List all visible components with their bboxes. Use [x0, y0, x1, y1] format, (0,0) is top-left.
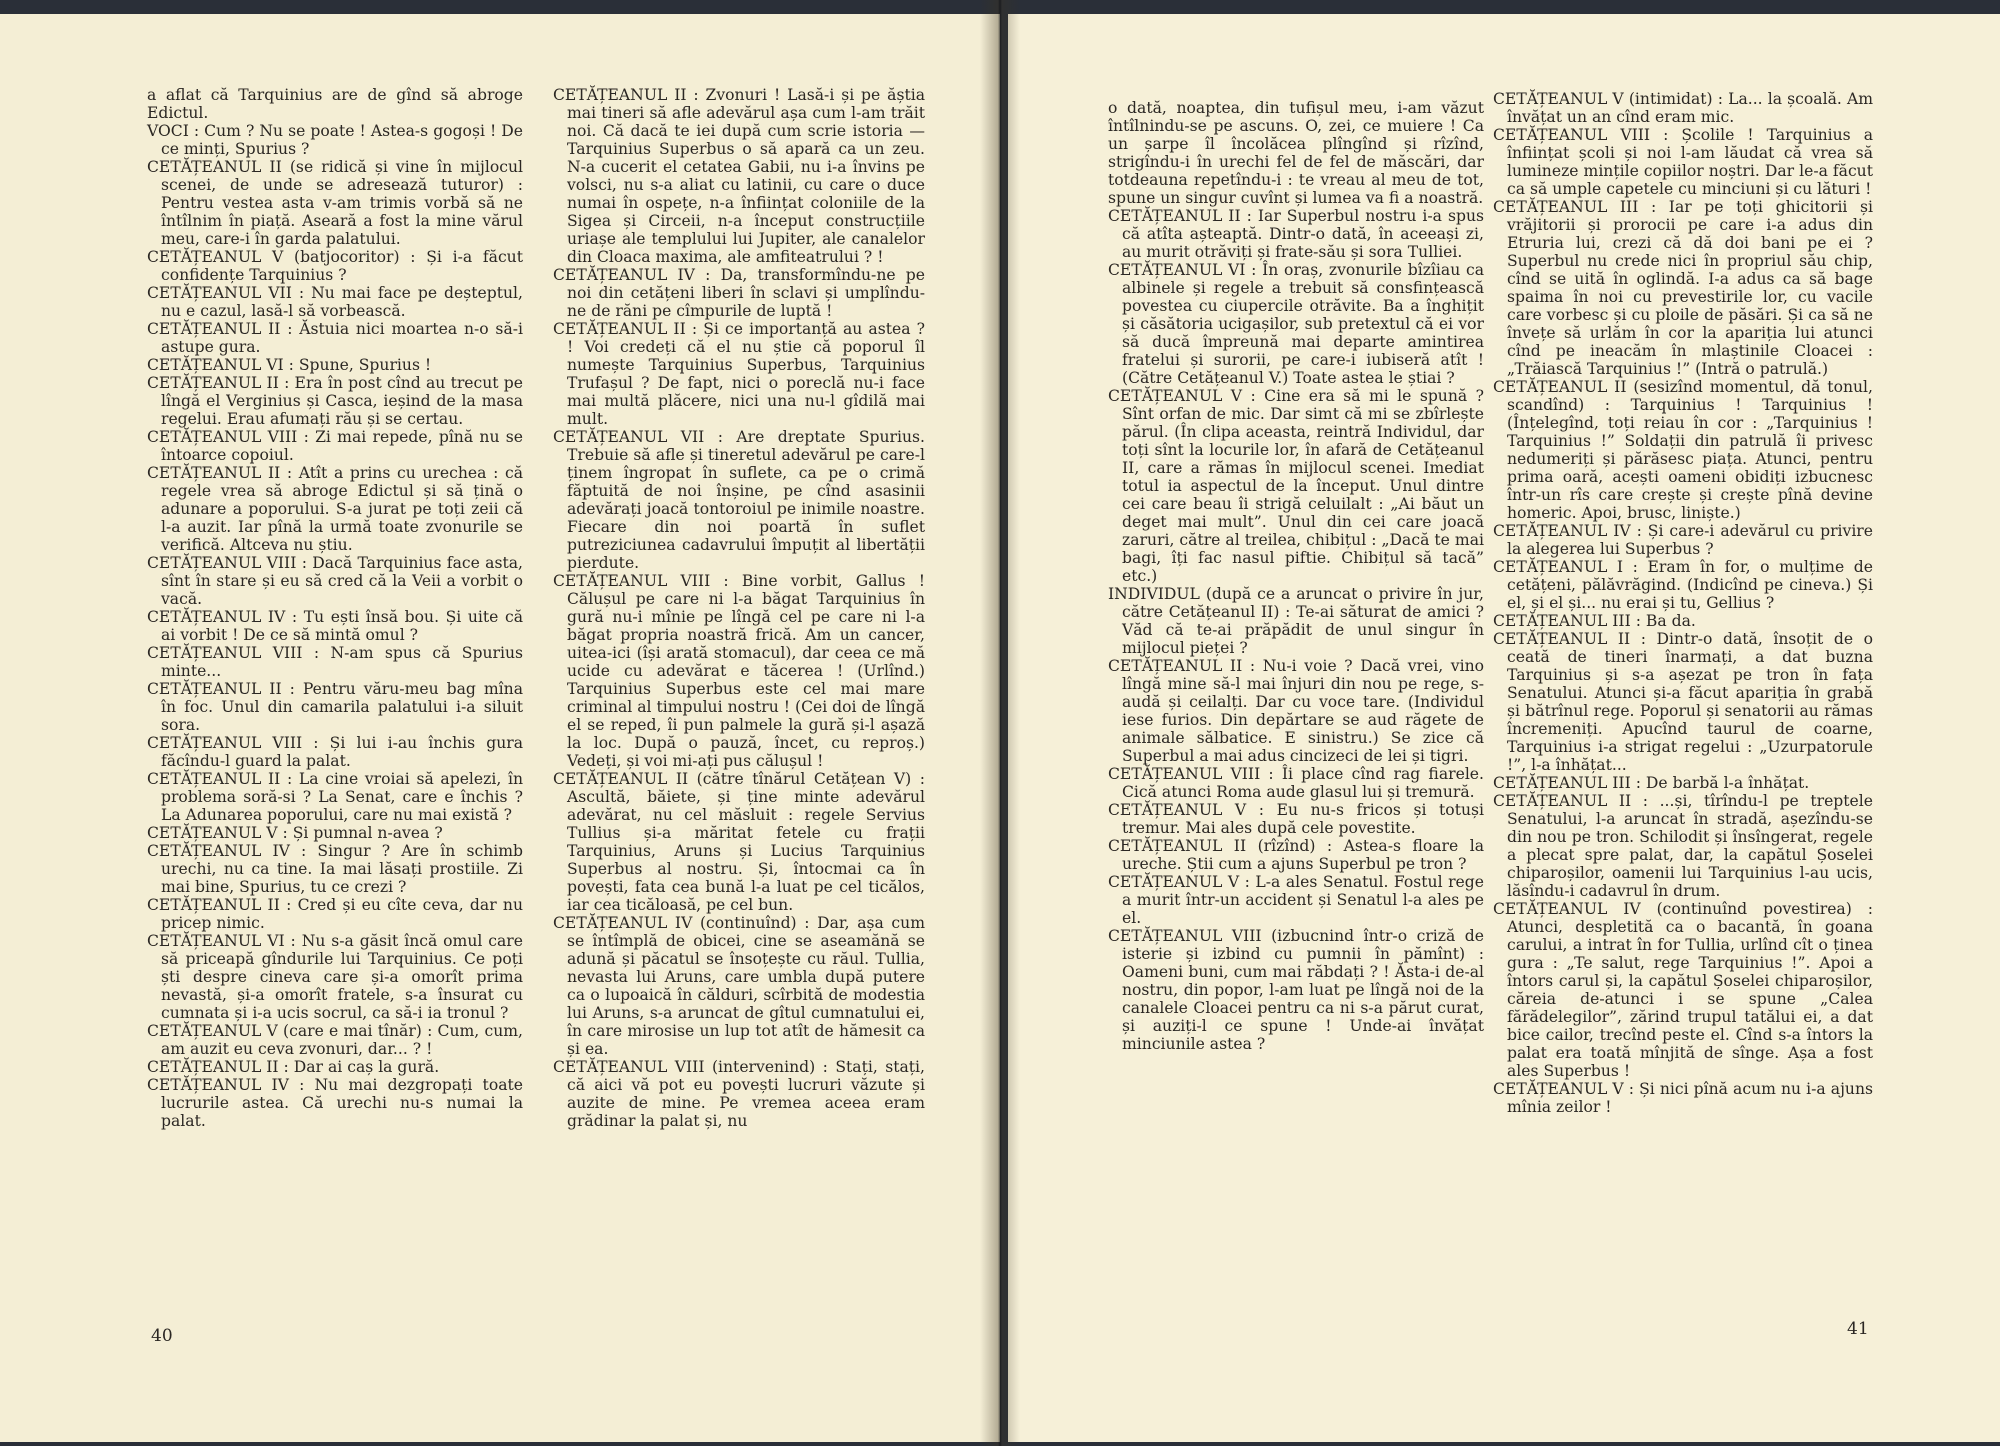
page-number-right: 41: [1847, 1319, 1869, 1339]
paragraph: CETĂȚEANUL VIII : Dacă Tarquinius face asta, sînt în stare și eu să cred că la Veii a vorbit o vacă.: [147, 554, 523, 608]
paragraph: CETĂȚEANUL III : Ba da.: [1493, 612, 1696, 630]
paragraph: CETĂȚEANUL II : ...și, tîrîndu-l pe treptele Senatului, l-a aruncat în stradă, așezîndu-se din nou pe tron. Schilodit și însîngerat, regele a plecat spre palat, dar, la capătul Șoselei chiparoșilor, oamenii lui Tarquinius l-au ucis, lăsîndu-i cadavrul în drum.: [1493, 792, 1873, 900]
paragraph: CETĂȚEANUL IV : Și care-i adevărul cu privire la alegerea lui Superbus ?: [1493, 522, 1873, 558]
right-column-1: [1108, 99, 1484, 1053]
paragraph: a aflat că Tarquinius are de gînd să abroge Edictul.: [147, 86, 523, 122]
paragraph: CETĂȚEANUL II : Dintr-o dată, însoțit de o ceată de tineri înarmați, a dat buzna Tarquinius și s-a așezat pe tron în fața Senatului. Atunci și-a făcut apariția în grabă și bătrînul rege. Poporul și senatorii au rămas încremeniți. Apucînd taurul de coarne, Tarquinius i-a strigat regelui : „Uzurpatorule !”, l-a înhățat...: [1493, 630, 1873, 774]
paragraph: CETĂȚEANUL VI : Nu s-a găsit încă omul care să priceapă gîndurile lui Tarquinius. Ce poți ști despre cineva care și-a omorît prima nevastă, și-a omorît fratele, s-a însurat cu cumnata și i-a ucis socrul, ca să-i ia tronul ?: [147, 932, 523, 1022]
paragraph: CETĂȚEANUL II : Zvonuri ! Lasă-i și pe ăștia mai tineri să afle adevărul așa cum l-am trăit noi. Că dacă te iei după cum scrie istoria — Tarquinius Superbus o să apară ca un zeu. N-a cucerit el cetatea Gabii, nu i-a învins pe volsci, nu s-a aliat cu latinii, cu care o duce numai în ospețe, n-a înființat coloniile de la Sigea și Circeii, n-a început construcțiile uriașe ale templului lui Jupiter, ale canalelor din Cloaca maxima, ale amfiteatrului ? !: [553, 86, 925, 266]
paragraph: CETĂȚEANUL II : Era în post cînd au trecut pe lîngă el Verginius și Casca, ieșind de la masa regelui. Erau afumați rău și se certau.: [147, 374, 523, 428]
paragraph: VOCI : Cum ? Nu se poate ! Astea-s gogoși ! De ce minți, Spurius ?: [147, 122, 523, 158]
paragraph: CETĂȚEANUL II (rîzînd) : Astea-s floare la ureche. Știi cum a ajuns Superbul pe tron ?: [1108, 837, 1484, 873]
paragraph: CETĂȚEANUL II (se ridică și vine în mijlocul scenei, de unde se adresează tuturor) : Pentru vestea asta v-am trimis vorbă să ne întîlnim în piață. Aseară a fost la mine vărul meu, care-i în garda palatului.: [147, 158, 523, 248]
paragraph: CETĂȚEANUL II (către tînărul Cetățean V) : Ascultă, băiete, și ține minte adevărul adevărat, nu cel măsluit : regele Servius Tullius și-a măritat fetele cu frații Tarquinius, Aruns și Lucius Tarquinius Superbus al nostru. Și, întocmai ca în povești, fata cea bună l-a luat pe cel ticălos, iar cea ticăloasă, pe cel bun.: [553, 770, 925, 914]
paragraph: CETĂȚEANUL VII : Nu mai face pe deșteptul, nu e cazul, lasă-l să vorbească.: [147, 284, 523, 320]
paragraph: CETĂȚEANUL VIII : Școlile ! Tarquinius a înființat școli și noi l-am lăudat că vrea să lumineze mințile copiilor noștri. Dar le-a făcut ca să umple capetele cu minciuni și cu lături !: [1493, 126, 1873, 198]
paragraph: CETĂȚEANUL II : La cine vroiai să apelezi, în problema soră-si ? La Senat, care e închis ? La Adunarea poporului, care nu mai există ?: [147, 770, 523, 824]
paragraph: CETĂȚEANUL III : Iar pe toți ghicitorii și vrăjitorii și prorocii pe care i-a adus din Etruria lui, crezi că dă doi bani pe ei ? Superbul nu crede nici în propriul său chip, cînd se uită în oglindă. I-a adus ca să bage spaima în noi cu prevestirile lor, cu vacile care vorbesc și cu ploile de păsări. Și ca să ne învețe să urlăm în cor la apariția lui atunci cînd pe ineacăm în mlaștinile Cloacei : „Trăiască Tarquinius !” (Intră o patrulă.): [1493, 198, 1873, 378]
book-spine-gutter: [980, 0, 1020, 1446]
left-column-2: [553, 86, 925, 1130]
right-column-2: [1493, 90, 1873, 1116]
paragraph: CETĂȚEANUL I : Eram în for, o mulțime de cetățeni, pălăvrăgind. (Indicînd pe cineva.) Și el, și el și... nu erai și tu, Gellius ?: [1493, 558, 1873, 612]
paragraph: CETĂȚEANUL VIII : Zi mai repede, pînă nu se întoarce copoiul.: [147, 428, 523, 464]
paragraph: CETĂȚEANUL II : Ăstuia nici moartea n-o să-i astupe gura.: [147, 320, 523, 356]
paragraph: CETĂȚEANUL II : Iar Superbul nostru i-a spus că atîta așteaptă. Dintr-o dată, în aceeași zi, au murit otrăviți și frate-său și sora Tulliei.: [1108, 207, 1484, 261]
paragraph: CETĂȚEANUL II : Și ce importanță au astea ? ! Voi credeți că el nu știe că poporul îl numește Tarquinius Superbus, Tarquinius Trufașul ? De fapt, nici o poreclă nu-i face mai multă plăcere, nici una nu-l gîdilă mai mult.: [553, 320, 925, 428]
paragraph: CETĂȚEANUL IV : Nu mai dezgropați toate lucrurile astea. Că urechi nu-s numai la palat.: [147, 1076, 523, 1130]
paragraph: CETĂȚEANUL II : Dar ai caș la gură.: [147, 1058, 440, 1076]
paragraph: CETĂȚEANUL VII : Are dreptate Spurius. Trebuie să afle și tineretul adevărul pe care-l ținem îngropat în suflete, ca pe o crimă făptuită de noi înșine, pe cînd asasinii adevărați joacă tontoroiul pe inimile noastre. Fiecare din noi poartă în suflet putreziciunea cadavrului împuțit al libertății pierdute.: [553, 428, 925, 572]
paragraph: CETĂȚEANUL VIII (intervenind) : Stați, stați, că aici vă pot eu povești lucruri văzute și auzite de mine. Pe vremea aceea eram grădinar la palat și, nu: [553, 1058, 925, 1130]
paragraph: CETĂȚEANUL V (intimidat) : La... la școală. Am învățat un an cînd eram mic.: [1493, 90, 1873, 126]
paragraph: CETĂȚEANUL VIII : N-am spus că Spurius minte...: [147, 644, 523, 680]
paragraph: CETĂȚEANUL V : L-a ales Senatul. Fostul rege a murit într-un accident și Senatul l-a ales pe el.: [1108, 873, 1484, 927]
page-number-left: 40: [151, 1326, 173, 1346]
paragraph: CETĂȚEANUL IV : Tu ești însă bou. Și uite că ai vorbit ! De ce să mintă omul ?: [147, 608, 523, 644]
paragraph: CETĂȚEANUL II : Pentru văru-meu bag mîna în foc. Unul din camarila palatului i-a siluit sora.: [147, 680, 523, 734]
paragraph: CETĂȚEANUL V (care e mai tînăr) : Cum, cum, am auzit eu ceva zvonuri, dar... ? !: [147, 1022, 523, 1058]
paragraph: INDIVIDUL (după ce a aruncat o privire în jur, către Cetățeanul II) : Te-ai săturat de amici ? Văd că te-ai prăpădit de unul singur în mijlocul pieței ?: [1108, 585, 1484, 657]
paragraph: CETĂȚEANUL VIII : Și lui i-au închis gura făcîndu-l guard la palat.: [147, 734, 523, 770]
paragraph: CETĂȚEANUL VIII : Îi place cînd rag fiarele. Cică atunci Roma aude glasul lui și tremură.: [1108, 765, 1484, 801]
paragraph: CETĂȚEANUL V : Cine era să mi le spună ? Sînt orfan de mic. Dar simt că mi se zbîrlește părul. (În clipa aceasta, reintră Individul, dar toți sînt la locurile lor, în afară de Cetățeanul II, care a rămas în mijlocul scenei. Imediat totul ia aspectul de la început. Unul dintre cei care beau îi strigă celuilalt : „Ai băut un deget mai mult”. Unul din cei care joacă zaruri, către al treilea, chibițul : „Dacă te mai bagi, îți fac nasul piftie. Chibițul să tacă” etc.): [1108, 387, 1484, 585]
paragraph: CETĂȚEANUL III : De barbă l-a înhățat.: [1493, 774, 1810, 792]
paragraph: CETĂȚEANUL II : Atît a prins cu urechea : că regele vrea să abroge Edictul și să țină o adunare a poporului. S-a jurat pe toți zeii că l-a auzit. Iar pînă la urmă toate zvonurile se verifică. Altceva nu știu.: [147, 464, 523, 554]
paragraph: CETĂȚEANUL VI : Spune, Spurius !: [147, 356, 432, 374]
paragraph: CETĂȚEANUL V : Eu nu-s fricos și totuși tremur. Mai ales după cele povestite.: [1108, 801, 1484, 837]
paragraph: CETĂȚEANUL II : Cred și eu cîte ceva, dar nu pricep nimic.: [147, 896, 523, 932]
left-page: [0, 14, 1000, 1442]
paragraph: CETĂȚEANUL IV : Da, transformîndu-ne pe noi din cetățeni liberi în sclavi și umplîndu-ne de răni pe cîmpurile de luptă !: [553, 266, 925, 320]
paragraph: CETĂȚEANUL IV (continuînd povestirea) : Atunci, despletită ca o bacantă, în goana carului, a intrat în for Tullia, urlînd cît o ținea gura : „Te salut, rege Tarquinius !”. Apoi a întors carul și, la capătul Șoselei chiparoșilor, căreia de-atunci i se spune „Calea fărădelegilor”, zărind trupul tatălui ei, a dat bice cailor, trecînd peste el. Cînd s-a întors la palat era toată mînjită de sînge. Așa a fost ales Superbus !: [1493, 900, 1873, 1080]
paragraph: CETĂȚEANUL VI : În oraș, zvonurile bîzîiau ca albinele și regele a trebuit să consfințească povestea cu ciupercile otrăvite. Ba a înghițit și căsătoria ucigașilor, sub pretextul că ei vor să ducă împreună mai departe amintirea fratelui și surorii, pe care-i iubiseră atît ! (Către Cetățeanul V.) Toate astea le știai ?: [1108, 261, 1484, 387]
left-column-1: [147, 86, 523, 1130]
paragraph: CETĂȚEANUL IV (continuînd) : Dar, așa cum se întîmplă de obicei, cine se aseamănă se adună și păcatul se însoțește cu răul. Tullia, nevasta lui Aruns, care umbla după putere ca o lupoaică în călduri, scîrbită de modestia lui Aruns, s-a aruncat de gîtul cumnatului ei, în care mirosise un lup tot atît de hămesit ca și ea.: [553, 914, 925, 1058]
paragraph: CETĂȚEANUL IV : Singur ? Are în schimb urechi, nu ca tine. Ia mai lăsați prostiile. Zi mai bine, Spurius, tu ce crezi ?: [147, 842, 523, 896]
paragraph: CETĂȚEANUL II (sesizînd momentul, dă tonul, scandînd) : Tarquinius ! Tarquinius ! (Înțelegînd, toți reiau în cor : „Tarquinius ! Tarquinius !” Soldații din patrulă îi privesc nedumeriți și părăsesc piața. Atunci, pentru prima oară, acești oameni obidiți izbucnesc într-un rîs care crește și crește pînă devine homeric. Apoi, brusc, liniște.): [1493, 378, 1873, 522]
paragraph: CETĂȚEANUL VIII : Bine vorbit, Gallus ! Călușul pe care ni l-a băgat Tarquinius în gură nu-i mînie pe lîngă cel pe care ni l-a băgat propria noastră frică. Am un cancer, uitea-ici (își arată stomacul), dar ceea ce mă ucide cu adevărat e tăcerea ! (Urlînd.) Tarquinius Superbus este cel mai mare criminal al timpului nostru ! (Cei doi de lîngă el se reped, îi pun palmele la gură și-l așază la loc. După o pauză, încet, cu reproș.) Vedeți, și voi mi-ați pus călușul !: [553, 572, 925, 770]
paragraph: o dată, noaptea, din tufișul meu, i-am văzut întîlnindu-se pe ascuns. O, zei, ce muiere ! Ca un șarpe îl încolăcea plîngînd și rîzînd, strigîndu-i în urechi fel de fel de măscări, dar totdeauna repetîndu-i : te vreau al meu de tot, spune un singur cuvînt și lumea va fi a noastră.: [1108, 99, 1484, 207]
paragraph: CETĂȚEANUL V (batjocoritor) : Și i-a făcut confidențe Tarquinius ?: [147, 248, 523, 284]
right-page: [1008, 14, 2000, 1442]
paragraph: CETĂȚEANUL VIII (izbucnind într-o criză de isterie și izbind cu pumnii în pămînt) : Oameni buni, cum mai răbdați ? ! Ăsta-i de-al nostru, din popor, l-am luat pe lîngă noi de la canalele Cloacei pentru ca ni s-a părut curat, și auziți-l ce spune ! Unde-ai învățat minciunile astea ?: [1108, 927, 1484, 1053]
paragraph: CETĂȚEANUL V : Și pumnal n-avea ?: [147, 824, 443, 842]
paragraph: CETĂȚEANUL V : Și nici pînă acum nu i-a ajuns mînia zeilor !: [1493, 1080, 1873, 1116]
paragraph: CETĂȚEANUL II : Nu-i voie ? Dacă vrei, vino lîngă mine să-l mai înjuri din nou pe rege, s-audă și ceilalți. Dar cu voce tare. (Individul iese furios. Din depărtare se aud răgete de animale sălbatice. E sinistru.) Se zice că Superbul a mai adus cincizeci de lei și tigri.: [1108, 657, 1484, 765]
